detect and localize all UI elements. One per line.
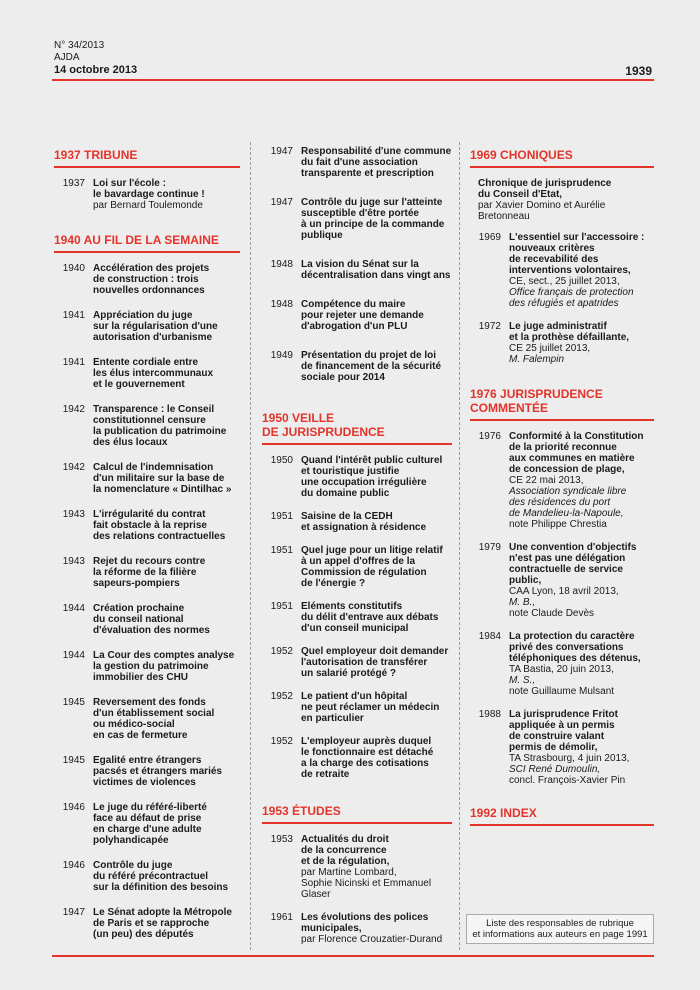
- section-chroniques: [470, 142, 654, 365]
- toc-entry: [262, 834, 452, 900]
- entry-body: [93, 603, 240, 636]
- section-index: [470, 800, 654, 826]
- entry-body: [301, 601, 452, 634]
- entry-reference: CE, sect., 25 juillet 2013,: [509, 276, 620, 287]
- toc-entry: [262, 350, 452, 383]
- entry-title: Présentation du projet de loi de financement de la sécurité sociale pour 2014: [301, 350, 442, 383]
- entry-body: [301, 146, 452, 179]
- entry-body: [301, 545, 452, 589]
- toc-entry: [54, 603, 240, 636]
- lead-author: par Xavier Domino et Aurélie Bretonneau: [478, 200, 606, 222]
- toc-entry: [470, 321, 654, 365]
- entry-title: Conformité à la Constitution de la priorité reconnue aux communes en matière de concession de plage,: [509, 431, 644, 475]
- toc-entry: [54, 310, 240, 343]
- entry-reference: TA Bastia, 20 juin 2013,: [509, 664, 614, 675]
- toc-entry: [54, 462, 240, 495]
- entry-page: 1948: [270, 299, 293, 310]
- entry-page: 1943: [62, 509, 85, 520]
- toc-entry: [262, 601, 452, 634]
- entry-body: [93, 697, 240, 741]
- entry-title: Reversement des fonds d'un établissement social ou médico-social en cas de fermeture: [93, 697, 215, 741]
- entry-title: Le juge administratif et la prothèse défaillante,: [509, 321, 630, 343]
- section-tribune: [54, 142, 240, 211]
- entry-body: [301, 455, 452, 499]
- column-divider-2: [459, 142, 460, 950]
- toc-entry: [54, 802, 240, 846]
- chronique-lead: [478, 178, 654, 222]
- lead-title: Chronique de jurisprudence du Conseil d'Etat,: [478, 178, 612, 200]
- entry-author: par Bernard Toulemonde: [93, 200, 203, 211]
- entry-title: Les évolutions des polices municipales,: [301, 912, 429, 934]
- toc-entry: [262, 646, 452, 679]
- column-divider-1: [250, 142, 251, 950]
- entry-body: [93, 860, 240, 893]
- toc-entry: [54, 650, 240, 683]
- toc-entry: [470, 709, 654, 786]
- entry-body: [509, 631, 654, 697]
- entry-note: note Guillaume Mulsant: [509, 686, 615, 697]
- entry-title: L'employeur auprès duquel le fonctionnaire est détaché a la charge des cotisations de retraite: [301, 736, 434, 780]
- entry-page: 1961: [270, 912, 293, 923]
- entry-party: M. Falempin: [509, 354, 565, 365]
- toc-entry: [470, 232, 654, 309]
- entry-page: 1952: [270, 646, 293, 657]
- info-box: [466, 914, 654, 944]
- entry-page: 1937: [62, 178, 85, 189]
- entry-body: [93, 907, 240, 940]
- entry-page: 1947: [62, 907, 85, 918]
- entry-page: 1944: [62, 603, 85, 614]
- entry-body: [93, 802, 240, 846]
- section-au-fil-continued: [262, 146, 452, 383]
- entry-title: Transparence : le Conseil constitutionnel censure la publication du patrimoine des élus locaux: [93, 404, 227, 448]
- entry-body: [301, 834, 452, 900]
- entry-page: 1952: [270, 736, 293, 747]
- column-2: [262, 146, 452, 945]
- entry-title: Loi sur l'école : le bavardage continue !: [93, 178, 205, 200]
- entry-title: Saisine de la CEDH et assignation à résidence: [301, 511, 427, 533]
- toc-entry: [470, 542, 654, 619]
- entry-title: Le Sénat adopte la Métropole de Paris et se rapproche (un peu) des députés: [93, 907, 232, 940]
- entry-page: 1945: [62, 697, 85, 708]
- entry-page: 1972: [478, 321, 501, 332]
- entry-title: Le juge du référé-liberté face au défaut de prise en charge d'une adulte polyhandicapée: [93, 802, 207, 846]
- entry-title: La Cour des comptes analyse la gestion du patrimoine immobilier des CHU: [93, 650, 235, 683]
- entry-page: 1941: [62, 310, 85, 321]
- section-veille-de-jurisprudence: [262, 405, 452, 780]
- entry-page: 1942: [62, 462, 85, 473]
- toc-entry: [262, 511, 452, 533]
- toc-entry: [262, 736, 452, 780]
- section-title: 1937 TRIBUNE: [54, 142, 240, 168]
- toc-entry: [262, 545, 452, 589]
- entry-author: par Florence Crouzatier-Durand: [301, 934, 443, 945]
- entry-body: [93, 357, 240, 390]
- entry-reference: CAA Lyon, 18 avril 2013,: [509, 586, 619, 597]
- section-title: 1976 JURISPRUDENCE COMMENTÉE: [470, 381, 654, 421]
- section-title: 1950 VEILLE DE JURISPRUDENCE: [262, 405, 452, 445]
- entry-title: Quel employeur doit demander l'autorisation de transférer un salarié protégé ?: [301, 646, 449, 679]
- entry-page: 1941: [62, 357, 85, 368]
- entry-page: 1950: [270, 455, 293, 466]
- section-jurisprudence-commentee: [470, 381, 654, 786]
- entry-title: Contrôle du juge sur l'atteinte susceptible d'être portée à un principe de la commande publique: [301, 197, 445, 241]
- section-title: 1969 CHONIQUES: [470, 142, 654, 168]
- entries: [262, 834, 452, 945]
- toc-entry: [54, 178, 240, 211]
- toc-entry: [54, 509, 240, 542]
- entries: [54, 263, 240, 940]
- toc-entry: [470, 431, 654, 530]
- entry-page: 1940: [62, 263, 85, 274]
- toc-entry: [262, 197, 452, 241]
- entry-title: Actualités du droit de la concurrence et de la régulation,: [301, 834, 390, 867]
- entry-title: Accélération des projets de construction : trois nouvelles ordonnances: [93, 263, 210, 296]
- entry-party: Office français de protection des réfugiés et apatrides: [509, 287, 634, 309]
- entry-body: [93, 263, 240, 296]
- entry-page: 1942: [62, 404, 85, 415]
- toc-entry: [262, 691, 452, 724]
- entry-body: [301, 350, 452, 383]
- entry-page: 1947: [270, 197, 293, 208]
- entry-body: [93, 755, 240, 788]
- entry-note: note Claude Devès: [509, 608, 595, 619]
- entry-title: L'essentiel sur l'accessoire : nouveaux critères de recevabilité des interventions volontaires,: [509, 232, 645, 276]
- entry-page: 1951: [270, 601, 293, 612]
- entry-title: Egalité entre étrangers pacsés et étrangers mariés victimes de violences: [93, 755, 222, 788]
- entry-title: L'irrégularité du contrat fait obstacle à la reprise des relations contractuelles: [93, 509, 226, 542]
- toc-entry: [54, 404, 240, 448]
- entry-page: 1979: [478, 542, 501, 553]
- entry-title: Rejet du recours contre la réforme de la filière sapeurs-pompiers: [93, 556, 206, 589]
- entry-party: M. S.,: [509, 675, 536, 686]
- entry-body: [93, 462, 240, 495]
- entry-page: 1943: [62, 556, 85, 567]
- issue-number: N° 34/2013: [54, 40, 105, 51]
- entry-title: Calcul de l'indemnisation d'un militaire sur la base de la nomenclature « Dintilhac »: [93, 462, 232, 495]
- section-title: 1992 INDEX: [470, 800, 654, 826]
- entry-title: Quel juge pour un litige relatif à un appel d'offres de la Commission de régulation de l'énergie ?: [301, 545, 443, 589]
- entries: [262, 146, 452, 383]
- entry-body: [509, 431, 654, 530]
- entry-party: Association syndicale libre des résidences du port de Mandelieu-la-Napoule,: [509, 486, 627, 519]
- toc-entry: [54, 697, 240, 741]
- toc-entry: [54, 556, 240, 589]
- entry-party: SCI René Dumoulin,: [509, 764, 601, 775]
- entry-page: 1947: [270, 146, 293, 157]
- entry-body: [301, 912, 452, 945]
- entry-title: Création prochaine du conseil national d'évaluation des normes: [93, 603, 210, 636]
- entry-body: [509, 232, 654, 309]
- entry-body: [93, 178, 240, 211]
- entry-page: 1951: [270, 511, 293, 522]
- entry-page: 1945: [62, 755, 85, 766]
- entry-body: [301, 299, 452, 332]
- column-1: [54, 142, 240, 940]
- section-title: 1953 ÉTUDES: [262, 798, 452, 824]
- entry-title: Contrôle du juge du référé précontractuel sur la définition des besoins: [93, 860, 229, 893]
- entry-page: 1984: [478, 631, 501, 642]
- entry-page: 1952: [270, 691, 293, 702]
- entry-title: Responsabilité d'une commune du fait d'une association transparente et prescription: [301, 146, 452, 179]
- section-au-fil-de-la-semaine: [54, 227, 240, 940]
- entry-page: 1944: [62, 650, 85, 661]
- entry-body: [509, 321, 654, 365]
- journal-name: AJDA: [54, 52, 80, 63]
- entry-body: [93, 650, 240, 683]
- entry-title: Appréciation du juge sur la régularisation d'une autorisation d'urbanisme: [93, 310, 218, 343]
- entry-title: Compétence du maire pour rejeter une demande d'abrogation d'un PLU: [301, 299, 424, 332]
- entry-body: [301, 197, 452, 241]
- entry-title: La protection du caractère privé des conversations téléphoniques des détenus,: [509, 631, 641, 664]
- toc-entry: [262, 259, 452, 281]
- entry-reference: CE 22 mai 2013,: [509, 475, 584, 486]
- entry-page: 1951: [270, 545, 293, 556]
- toc-entry: [262, 299, 452, 332]
- info-box-text: Liste des responsables de rubrique et informations aux auteurs en page 1991: [472, 918, 648, 940]
- entry-title: Le patient d'un hôpital ne peut réclamer un médecin en particulier: [301, 691, 440, 724]
- footer-rule: [52, 955, 654, 957]
- header-rule: [52, 79, 654, 81]
- toc-entry: [262, 146, 452, 179]
- entries: [54, 178, 240, 211]
- entry-body: [93, 310, 240, 343]
- entry-page: 1953: [270, 834, 293, 845]
- entry-body: [301, 691, 452, 724]
- entries: [470, 232, 654, 365]
- entry-body: [301, 259, 452, 281]
- entry-note: concl. François-Xavier Pin: [509, 775, 626, 786]
- toc-entry: [54, 860, 240, 893]
- column-3: [470, 142, 654, 836]
- entry-body: [93, 509, 240, 542]
- toc-entry: [54, 357, 240, 390]
- entry-body: [301, 646, 452, 679]
- entry-title: Quand l'intérêt public culturel et touristique justifie une occupation irrégulière du domaine public: [301, 455, 443, 499]
- entry-title: Une convention d'objectifs n'est pas une délégation contractuelle de service public,: [509, 542, 637, 586]
- entry-body: [509, 542, 654, 619]
- entry-body: [509, 709, 654, 786]
- masthead: [54, 40, 137, 76]
- entry-reference: TA Strasbourg, 4 juin 2013,: [509, 753, 630, 764]
- entry-reference: CE 25 juillet 2013,: [509, 343, 591, 354]
- section-etudes: [262, 798, 452, 945]
- entry-page: 1946: [62, 860, 85, 871]
- entry-body: [93, 556, 240, 589]
- entry-party: M. B.,: [509, 597, 536, 608]
- entry-page: 1949: [270, 350, 293, 361]
- entry-author: par Martine Lombard, Sophie Nicinski et Emmanuel Glaser: [301, 867, 432, 900]
- toc-entry: [470, 631, 654, 697]
- entries: [470, 431, 654, 786]
- toc-entry: [54, 263, 240, 296]
- toc-entry: [262, 455, 452, 499]
- entry-title: Eléments constitutifs du délit d'entrave aux débats d'un conseil municipal: [301, 601, 439, 634]
- entry-title: La jurisprudence Fritot appliquée à un permis de construire valant permis de démolir,: [509, 709, 618, 753]
- entry-title: La vision du Sénat sur la décentralisation dans vingt ans: [301, 259, 451, 281]
- entry-title: Entente cordiale entre les élus intercommunaux et le gouvernement: [93, 357, 214, 390]
- entry-note: note Philippe Chrestia: [509, 519, 607, 530]
- toc-entry: [54, 907, 240, 940]
- issue-date: 14 octobre 2013: [54, 64, 138, 76]
- entry-page: 1988: [478, 709, 501, 720]
- entry-page: 1948: [270, 259, 293, 270]
- entry-body: [93, 404, 240, 448]
- entries: [262, 455, 452, 780]
- entry-page: 1946: [62, 802, 85, 813]
- toc-entry: [54, 755, 240, 788]
- entry-body: [301, 736, 452, 780]
- entry-body: [301, 511, 452, 533]
- section-title: 1940 AU FIL DE LA SEMAINE: [54, 227, 240, 253]
- entry-page: 1969: [478, 232, 501, 243]
- page-number: 1939: [625, 64, 652, 78]
- toc-entry: [262, 912, 452, 945]
- entry-page: 1976: [478, 431, 501, 442]
